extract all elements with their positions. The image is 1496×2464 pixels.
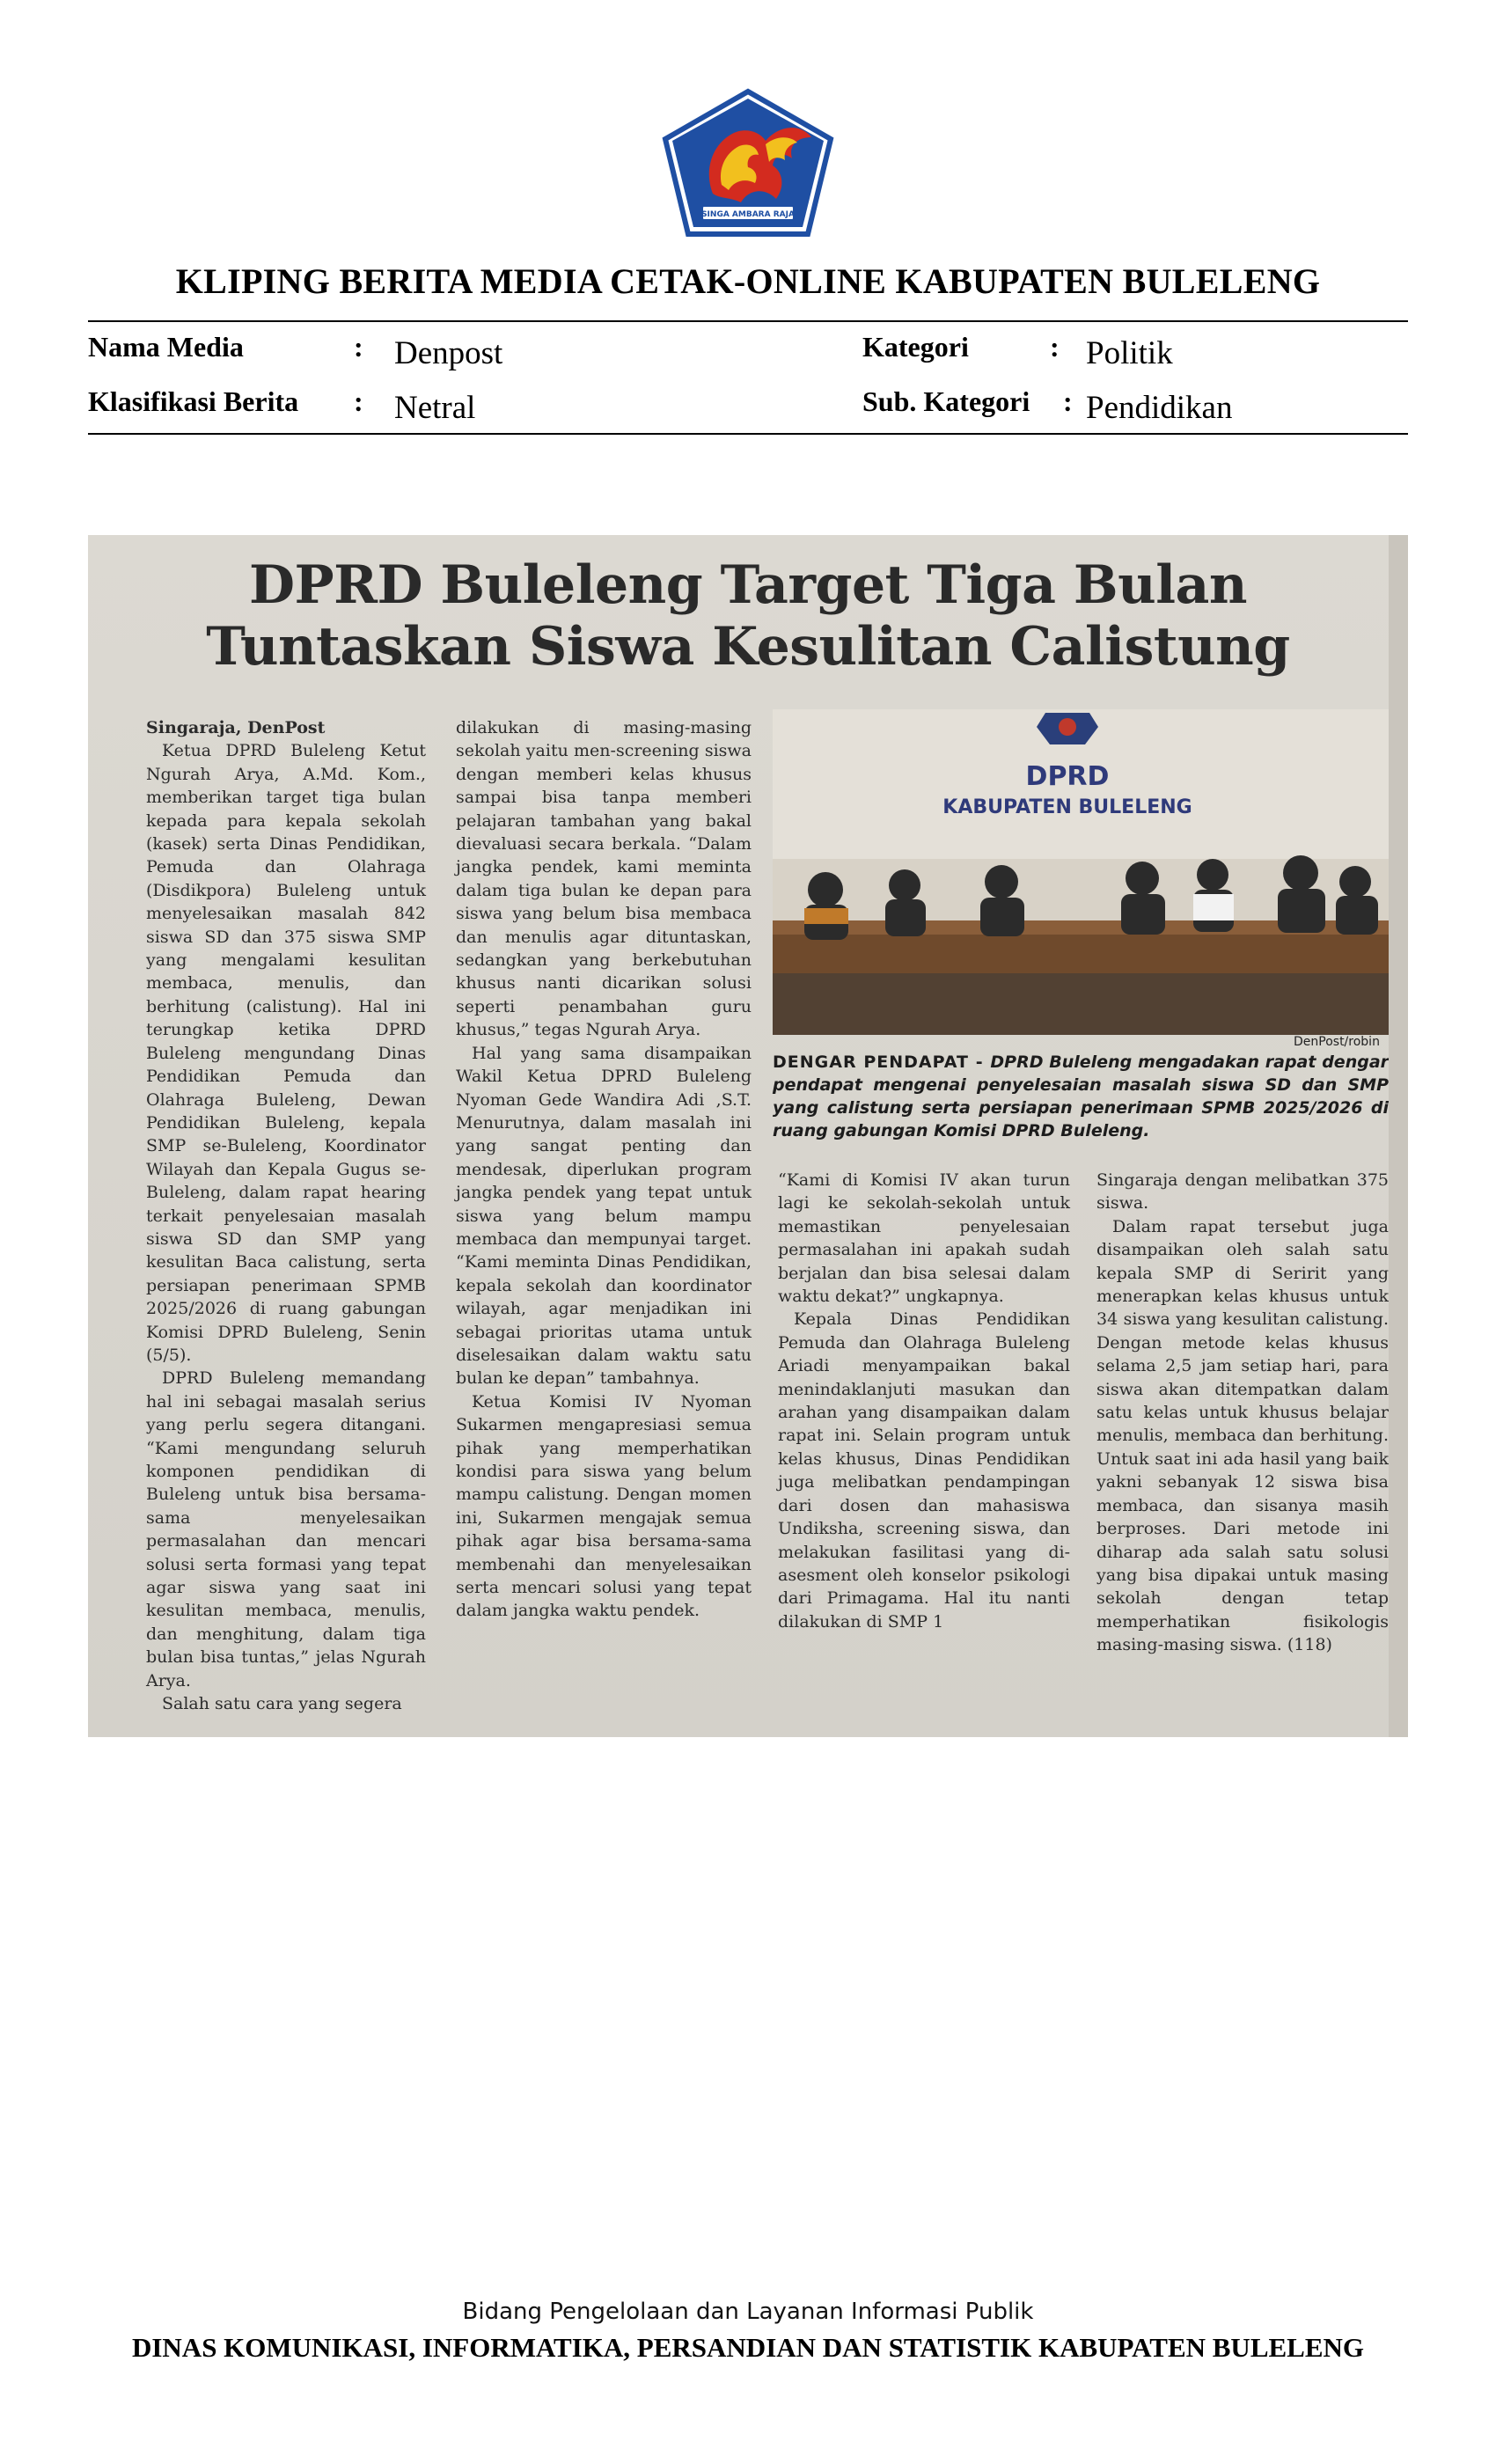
photo-sign-kabupaten: KABUPATEN BULELENG: [942, 796, 1192, 818]
document-title: KLIPING BERITA MEDIA CETAK-ONLINE KABUPATEN BULELENG: [175, 261, 1321, 301]
hearing-photo: [773, 709, 1389, 1035]
media-label: Nama Media: [88, 331, 244, 363]
category-label: Kategori: [862, 331, 969, 363]
classification-colon: :: [354, 385, 363, 417]
col3-paragraph-1: “Kami di Komisi IV akan turun lagi ke sekolah-sekolah untuk memastikan penyelesaian permasalahan ini apakah sudah berjalan dan bisa selesai dalam waktu dekat?” ungkapnya.: [778, 1170, 1070, 1307]
hearing-photo-image: [773, 709, 1389, 1035]
article-column-4: [1096, 1169, 1389, 1657]
footer-agency-name: DINAS KOMUNIKASI, INFORMATIKA, PERSANDIAN DAN STATISTIK KABUPATEN BULELENG: [131, 2332, 1365, 2363]
article-column-2: [456, 716, 752, 1623]
caption-title: DENGAR PENDAPAT -: [773, 1052, 991, 1072]
caption-body: DPRD Buleleng mengadakan rapat dengar pendapat mengenai penyelesaian masalah siswa SD dan SMP yang calistung serta persiapan penerimaan SPMB 2025/2026 di ruang gabungan Komisi DPRD Buleleng.: [773, 1052, 1390, 1140]
photo-sign-dprd: DPRD: [1025, 761, 1110, 792]
category-colon: :: [1050, 331, 1060, 363]
logo-motto: SINGA AMBARA RAJA: [701, 210, 795, 219]
col1-paragraph-2: DPRD Buleleng memandang hal ini sebagai masalah serius yang perlu segera ditangani. “Kami mengundang seluruh komponen pendidikan di Buleleng untuk bisa bersama-sama menyelesaikan permasalahan dan mencari solusi serta formasi yang tepat agar siswa yang saat ini kesulitan membaca, menulis, dan menghitung, dalam tiga bulan bisa tuntas,” jelas Ngurah Arya.: [146, 1368, 426, 1690]
classification-label: Klasifikasi Berita: [88, 385, 299, 417]
headline-line-2: Tuntaskan Siswa Kesulitan Calistung: [206, 616, 1290, 678]
category-value: Politik: [1086, 335, 1173, 371]
article-column-1: [146, 716, 426, 1715]
subcategory-colon: :: [1063, 385, 1073, 417]
classification-value: Netral: [394, 390, 476, 426]
headline-line-1: DPRD Buleleng Target Tiga Bulan: [248, 554, 1248, 616]
article-column-3: [778, 1169, 1070, 1633]
photo-caption: [773, 1051, 1389, 1142]
buleleng-coat-of-arms-logo: [660, 88, 836, 238]
col1-paragraph-3: Salah satu cara yang segera: [162, 1694, 402, 1714]
col1-paragraph-1: Ketua DPRD Buleleng Ketut Ngurah Arya, A.Md. Kom., memberikan target tiga bulan kepada para kepala sekolah (kasek) serta Dinas Pendidikan, Pemuda dan Olahraga (Disdikpora) Buleleng untuk menyelesaikan masalah 842 siswa SD dan 375 siswa SMP yang mengalami kesulitan membaca, menulis, dan berhitung (calistung). Hal ini terungkap ketika DPRD Buleleng mengundang Dinas Pendidikan Pemuda dan Olahraga Buleleng, Dewan Pendidikan Buleleng, kepala SMP se-Buleleng, Koordinator Wilayah dan Kepala Gugus se-Buleleng, dalam rapat hearing terkait penyelesaian masalah siswa SD dan SMP yang kesulitan Baca calistung, serta persiapan penerimaan SPMB 2025/2026 di ruang gabungan Komisi DPRD Buleleng, Senin (5/5).: [146, 741, 426, 1365]
col3-paragraph-2: Kepala Dinas Pendidikan Pemuda dan Olahraga Buleleng Ariadi menyampaikan bakal menindaklanjuti masukan dan arahan yang disampaikan dalam rapat ini. Selain program untuk kelas khusus, Dinas Pendidikan juga melibatkan pendampingan dari dosen dan mahasiswa Undiksha, screening siswa, dan melakukan fasilitasi yang di-asesment oleh konselor psikologi dari Primagama. Hal itu nanti dilakukan di SMP 1: [778, 1309, 1070, 1632]
col2-paragraph-3: Ketua Komisi IV Nyoman Sukarmen mengapresiasi semua pihak yang memperhatikan kondisi para siswa yang belum mampu calistung. Dengan momen ini, Sukarmen mengajak semua pihak agar bisa bersama-sama membenahi dan menyelesaikan serta mencari solusi yang tepat dalam jangka waktu pendek.: [456, 1391, 752, 1621]
header-top-rule: [88, 320, 1408, 322]
media-colon: :: [354, 331, 363, 363]
clipping-edge: [1389, 535, 1408, 1737]
media-value: Denpost: [394, 335, 503, 371]
col2-paragraph-1: dilakukan di masing-masing sekolah yaitu men-screening siswa dengan memberi kelas khusus sampai bisa tanpa memberi pelajaran tambahan yang bakal dievaluasi secara berkala. “Dalam jangka pendek, kami meminta dalam tiga bulan ke depan para siswa yang belum bisa membaca dan menulis agar dituntaskan, sedangkan yang berkebutuhan khusus nanti dicarikan solusi seperti penambahan guru khusus,” tegas Ngurah Arya.: [456, 718, 752, 1040]
header-bottom-rule: [88, 433, 1408, 435]
subcategory-value: Pendidikan: [1086, 390, 1233, 426]
col4-paragraph-2: Dalam rapat tersebut juga disampaikan oleh salah satu kepala SMP di Seririt yang menerapkan kelas khusus untuk 34 siswa yang kesulitan calistung. Dengan metode kelas khusus selama 2,5 jam setiap hari, para siswa akan ditempatkan dalam satu kelas untuk khusus belajar menulis, membaca dan berhitung. Untuk saat ini ada hasil yang baik yakni sebanyak 12 siswa bisa membaca, dan sisanya masih berproses. Dari metode ini diharap ada salah satu solusi yang bisa dipakai untuk masing sekolah dengan tetap memperhatikan fisikologis masing-masing siswa. (118): [1096, 1216, 1389, 1655]
footer-unit-name: Bidang Pengelolaan dan Layanan Informasi Publik: [462, 2299, 1034, 2325]
col2-paragraph-2: Hal yang sama disampaikan Wakil Ketua DPRD Buleleng Nyoman Gede Wandira Adi ,S.T. Menurutnya, dalam masalah ini yang sangat penting dan mendesak, diperlukan program jangka pendek yang tepat untuk siswa yang belum mampu membaca dan mempunyai target. “Kami meminta Dinas Pendidikan, kepala sekolah dan koordinator wilayah, agar menjadikan ini sebagai prioritas utama untuk diselesaikan dalam waktu satu bulan ke depan” tambahnya.: [456, 1043, 752, 1389]
photo-credit: DenPost/robin: [1294, 1035, 1380, 1049]
metadata-table: [88, 331, 1408, 428]
newspaper-clipping: [88, 535, 1408, 1737]
dateline: Singaraja, DenPost: [146, 718, 326, 737]
col4-paragraph-1: Singaraja dengan melibatkan 375 siswa.: [1096, 1170, 1389, 1214]
subcategory-label: Sub. Kategori: [862, 385, 1030, 417]
